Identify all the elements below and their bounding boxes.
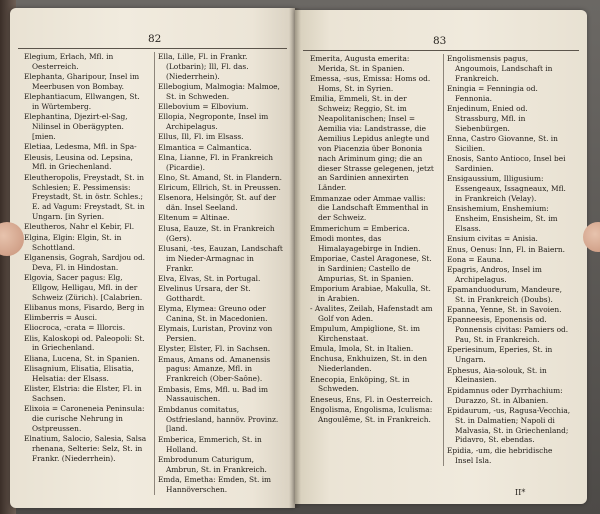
- dictionary-entry: Emberica, Emmerich, St. in Holland.: [158, 434, 262, 454]
- dictionary-entry: Epidia, -um, die hebridische Insel Isla.: [447, 445, 553, 465]
- dictionary-entry: Embrodunum Caturigum, Ambrun, St. in Frankreich.: [158, 454, 267, 474]
- dictionary-entry: Emilia, Emmeli, St. in der Schweiz; Reggio, St. im Neapolitanischen; Insel = Aemilia via: Landstrasse, die Aemilius Lepidus anlegte und von Piacenzia über Bononia nach Ariminum ging; die an dieser Strasse gelegenen, jetzt an Sardinien annexirten Länder.: [310, 94, 434, 193]
- dictionary-entry: Enosis, Santo Antioco, Insel bei Sardinien.: [447, 154, 566, 174]
- dictionary-entry: Elsenora, Helsingör, St. auf der dän. Insel Seeland.: [158, 193, 277, 213]
- dictionary-entry: Eleutheros, Nahr el Kebir, Fl.: [24, 222, 135, 232]
- left-page: [10, 8, 295, 508]
- dictionary-entry: Elmantica = Calmantica.: [158, 142, 252, 152]
- header-rule: [18, 48, 287, 49]
- dictionary-entry: Ensishemium, Enshemium: Ensheim, Ensisheim, St. im Elsass.: [447, 204, 558, 234]
- left-page-column-2: [154, 52, 283, 495]
- dictionary-entry: Elvelinus Ursara, der St. Gotthardt.: [158, 284, 251, 303]
- page-number-left: 82: [148, 33, 162, 45]
- dictionary-entry: Enjedinum, Enied od. Strassburg, Mfl. in Siebenbürgen.: [447, 104, 528, 133]
- dictionary-entry: Epanna, Yenne, St. in Savoien.: [447, 305, 562, 315]
- dictionary-entry: Epanneesis, Eponensis od. Ponnensis civitas: Pamiers od. Pau, St. in Frankreich.: [447, 315, 569, 345]
- dictionary-entry: Eleusis, Leusina od. Lepsina, Mfl. in Griechenland.: [24, 152, 133, 172]
- dictionary-entry: Engolismensis pagus, Angoumois, Landschaft in Frankreich.: [447, 54, 553, 83]
- dictionary-entry: Emmerichum = Emberica.: [310, 223, 410, 233]
- dictionary-entry: Ella, Lille, Fl. in Frankr. (Lotbarin); Ill, Fl. das. (Niederrhein).: [158, 52, 249, 81]
- dictionary-entry: Ellebogium, Malmogia: Malmoe, St. in Schweden.: [158, 82, 280, 101]
- dictionary-entry: Emporiae, Castel Aragonese, St. in Sardinien; Castello de Ampurias, St. in Spanien.: [310, 253, 432, 283]
- dictionary-entry: Elgina, Elgin: Elgin, St. in Schottland.: [24, 232, 122, 252]
- dictionary-entry: Epagris, Andros, Insel im Archipelagus.: [447, 265, 542, 284]
- dictionary-entry: Eliana, Lucena, St. in Spanien.: [24, 353, 140, 363]
- dictionary-entry: Emerita, Augusta emerita: Merida, St. in Spanien.: [310, 54, 410, 73]
- dictionary-entry: Embasis, Ems, Mfl. u. Bad im Nassauischen.: [158, 384, 269, 404]
- dictionary-entry: Ellopia, Negroponte, Insel im Archipelagus.: [158, 112, 269, 132]
- dictionary-entry: Elgovia, Sacer pagus: Elg, Ellgow, Helligau, Mfl. in der Schweiz (Zürich). [Calabrien.: [24, 272, 143, 302]
- dictionary-entry: Elymais, Luristan, Provinz von Persien.: [158, 324, 273, 344]
- left-page-column-1: [24, 52, 149, 464]
- dictionary-entry: Elyster, Elster, Fl. in Sachsen.: [158, 344, 271, 354]
- dictionary-entry: Elister, Elstria: die Elster, Fl. in Sachsen.: [24, 383, 142, 403]
- dictionary-entry: Embdanus comitatus, Ostfriesland, hannöv. Provinz. [land.: [158, 404, 279, 434]
- right-page: [295, 10, 587, 504]
- dictionary-entry: Emula, Imola, St. in Italien.: [310, 344, 414, 354]
- dictionary-entry: Engolisma, Engolisma, Iculisma: Angoulême, St. in Frankreich.: [310, 404, 433, 424]
- dictionary-entry: Eliocroca, -crata = Illorcis.: [24, 323, 126, 333]
- dictionary-entry: Ensigaussium, Illigusium: Essengeaux, Issagneaux, Mfl. in Frankreich (Velay).: [447, 174, 566, 204]
- printer-signature: II*: [515, 488, 526, 497]
- dictionary-entry: Enchusa, Enkhuizen, St. in den Niederlanden.: [310, 354, 428, 374]
- dictionary-entry: Ellus, Ill, Fl. im Elsass.: [158, 132, 244, 142]
- dictionary-entry: Eletiaa, Ledesma, Mfl. in Spa-: [24, 142, 137, 152]
- right-page-column-2: [443, 54, 572, 466]
- header-rule: [303, 50, 579, 51]
- dictionary-entry: Eperiesinum, Eperies, St. in Ungarn.: [447, 345, 553, 365]
- dictionary-entry: Elibanus mons, Fisardo, Berg in: [24, 302, 145, 312]
- dictionary-entry: Enus, Oenus: Inn, Fl. in Baiern.: [447, 244, 566, 254]
- dictionary-entry: Elva, Elvas, St. in Portugal.: [158, 273, 261, 283]
- dictionary-entry: Elimberris = Ausci.: [24, 313, 98, 323]
- dictionary-entry: Elisagnium, Elisatia, Elisatia, Helsatia: der Elsass.: [24, 363, 134, 383]
- dictionary-entry: Elephantiacum, Ellwangen, St. in Würtemberg.: [24, 92, 140, 112]
- dictionary-entry: Emporium Arabiae, Makulla, St. in Arabien.: [310, 283, 431, 303]
- dictionary-entry: Enna, Castro Giovanne, St. in Sicilien.: [447, 134, 558, 154]
- dictionary-entry: Elis, Kaloskopi od. Paleopoli: St. in Griechenland.: [24, 333, 145, 353]
- dictionary-entry: Emaus, Amans od. Amanensis pagus: Amanze, Mfl. in Frankreich (Ober-Saône).: [158, 354, 271, 384]
- dictionary-entry: Empulum, Ampiglione, St. im Kirchenstaat.: [310, 324, 421, 344]
- dictionary-entry: Epidamnus oder Dyrrhachium: Durazzo, St. in Albanien.: [447, 385, 563, 405]
- dictionary-entry: Elnatium, Salocio, Salesia, Salsa rhenana, Selterie: Selz, St. in Frankr. (Niederrhein).: [24, 434, 147, 463]
- dictionary-entry: Emessa, -sus, Emissa: Homs od. Homs, St. in Syrien.: [310, 74, 431, 94]
- dictionary-entry: Eltenum = Altinae.: [158, 213, 230, 223]
- dictionary-entry: Elno, St. Amand, St. in Flandern.: [158, 172, 282, 182]
- dictionary-entry: Epamanduodurum, Mandeure, St. in Frankreich (Doubs).: [447, 285, 562, 305]
- dictionary-entry: Elusa, Eauze, St. in Frankreich (Gers).: [158, 223, 275, 243]
- dictionary-entry: Elyma, Elymea: Greuno oder Canina, St. in Macedonien.: [158, 304, 268, 324]
- dictionary-entry: Elna, Lianne, Fl. in Frankreich (Picardie).: [158, 152, 274, 172]
- dictionary-entry: Elegium, Erlach, Mfl. in Oesterreich.: [24, 52, 114, 71]
- dictionary-entry: Elixoia = Caroneneia Peninsula: die curische Nehrung in Ostpreussen.: [24, 404, 145, 433]
- dictionary-entry: - Avalites, Zeilah, Hafenstadt am Golf von Aden.: [310, 304, 433, 323]
- page-number-right: 83: [433, 35, 447, 47]
- dictionary-entry: Eningia = Fenningia od. Fennonia.: [447, 84, 538, 103]
- dictionary-entry: Emmanzae oder Ammae vallis: die Landschaft Emmenthal in der Schweiz.: [310, 193, 429, 223]
- dictionary-entry: Eleutheropolis, Freystadt, St. in Schlesien; E. Pessimensis: Freystadt, St. in östr. Schles.; E. ad Vagum: Freystadt, St. in Ungarn. [in Syrien.: [24, 172, 145, 222]
- dictionary-entry: Eona = Eauna.: [447, 254, 503, 264]
- right-page-column-1: [310, 54, 435, 425]
- dictionary-entry: Ellebovium = Elbovium.: [158, 102, 249, 112]
- dictionary-entry: Ephesus, Aia-solouk, St. in Kleinasien.: [447, 365, 547, 385]
- dictionary-entry: Elganensis, Gograh, Sardjou od. Deva, Fl. in Hindostan.: [24, 252, 146, 272]
- dictionary-entry: Emda, Emetha: Emden, St. im Hannöverschen.: [158, 474, 272, 494]
- dictionary-entry: Eneseus, Ens, Fl. in Oesterreich.: [310, 394, 433, 404]
- dictionary-entry: Enecopia, Enköping, St. in Schweden.: [310, 374, 410, 394]
- dictionary-entry: Elusani, -tes, Eauzan, Landschaft im Nieder-Armagnac in Frankr.: [158, 243, 283, 273]
- dictionary-entry: Elricum, Ellrich, St. in Preussen.: [158, 183, 281, 193]
- dictionary-entry: Epidaurum, -us, Ragusa-Vecchia, St. in Dalmatien; Napoli di Malvasia, St. in Griechenland; Pidavro, St. ebendas.: [447, 405, 571, 445]
- dictionary-entry: Ensium civitas = Anisia.: [447, 234, 538, 244]
- dictionary-entry: Elephantina, Djezirt-el-Sag, Nilinsel in Oberägypten. [mien.: [24, 112, 128, 142]
- book-gutter: [289, 8, 301, 508]
- dictionary-entry: Elephanta, Gharipour, Insel im Meerbusen von Bombay.: [24, 72, 140, 92]
- dictionary-entry: Emodi montes, das Himalayagebirge in Indien.: [310, 233, 421, 253]
